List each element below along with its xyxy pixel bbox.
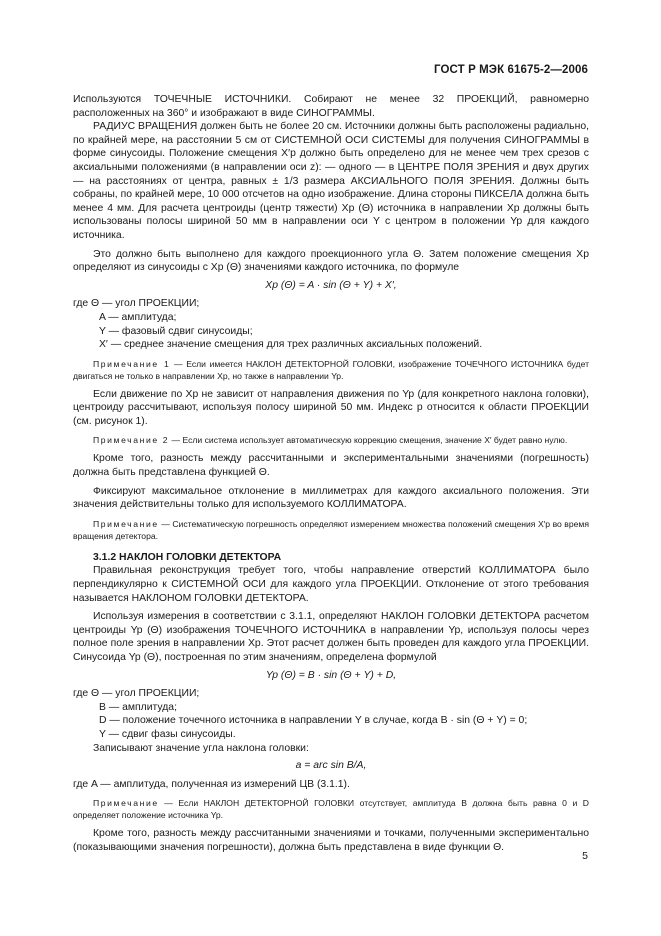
note-label: Примечание 1 <box>93 358 171 369</box>
paragraph-head-tilt: Используя измерения в соответствии с 3.1.1, определяют НАКЛОН ГОЛОВКИ ДЕТЕКТОРА расчетом центроиды Yp (Θ) изображения ТОЧЕЧНОГО ИСТОЧНИКА в направлении Yp, используя полосы через полное поле зрения в направлении Xp. Этот расчет должен быть проведен для каждого угла ПРОЕКЦИИ. Синусоида Yp (Θ), построенная по этим значениям, определена формулой <box>73 611 589 663</box>
paragraph-rotation-radius: РАДИУС ВРАЩЕНИЯ должен быть не более 20 см. Источники должны быть расположены радиально, по крайней мере, на расстоянии 5 см от СИСТЕМНОЙ ОСИ СИСТЕМЫ для получения СИНОГРАММЫ в форме синусоиды. Положение смещения X′p должно быть определено для не менее чем трех срезов с аксиальными положениями (в направлении оси z): — одного — в ЦЕНТРЕ ПОЛЯ ЗРЕНИЯ и двух других — на расстояниях от центра, равных ± 1/3 размера АКСИАЛЬНОГО ПОЛЯ ЗРЕНИЯ. Должны быть собраны, по крайней мере, 10 000 отсчетов на одно изображение. Длина стороны ПИКСЕЛА должна быть менее 4 мм. Для расчета центроиды (центр тяжести) Xp (Θ) источника в направлении Xp должны быть использованы полосы шириной 50 мм в направлении оси Y с центром в положении Yp для каждого источника. <box>73 121 589 241</box>
note-label: Примечание 2 <box>93 435 170 446</box>
note-1 <box>73 358 589 382</box>
legend-formula-2 <box>73 687 589 741</box>
note-text: — Если система использует автоматическую коррекцию смещения, значение X′ будет равно нулю. <box>169 435 568 446</box>
paragraph-max-deviation: Фиксируют максимальное отклонение в миллиметрах для каждого аксиального положения. Эти значения действительны только для используемого КОЛЛИМАТОРА. <box>73 485 589 511</box>
document-id-header: ГОСТ Р МЭК 61675-2—2006 <box>434 64 588 76</box>
legend-item: где Θ — угол ПРОЕКЦИИ; <box>73 688 200 700</box>
legend-item: Y — сдвиг фазы синусоиды. <box>99 728 236 740</box>
paragraph-reconstruction: Правильная реконструкция требует того, чтобы направление отверстий КОЛЛИМАТОРА было перпендикулярно к СИСТЕМНОЙ ОСИ для каждого угла ПРОЕКЦИИ. Отклонение от этого требования называется НАКЛОНОМ ГОЛОВКИ ДЕТЕКТОРА. <box>73 565 589 604</box>
formula-yp: Yp (Θ) = B · sin (Θ + Y) + D, <box>265 669 397 681</box>
legend-item: Y — фазовый сдвиг синусоиды; <box>99 325 253 337</box>
legend-formula-1 <box>73 297 589 351</box>
note-4 <box>73 797 589 821</box>
paragraph-error-plot: Кроме того, разность между рассчитанными значениями и точками, полученными экспериментально (показывающими значения погрешности), должна быть представлена в виде функции Θ. <box>73 828 589 853</box>
paragraph-centroid: Если движение по Xp не зависит от направления движения по Yp (для конкретного наклона головки), центроиду рассчитывают, используя полосу шириной 50 мм. Индекс p относится к области ПРОЕКЦИИ (см. рисунок 1). <box>73 388 589 427</box>
formula-xp: Xp (Θ) = A · sin (Θ + Y) + X′, <box>265 279 397 291</box>
section-heading: 3.1.2 НАКЛОН ГОЛОВКИ ДЕТЕКТОРА <box>93 551 282 563</box>
paragraph-projection-angle: Это должно быть выполнено для каждого проекционного угла Θ. Затем положение смещения Xp определяют из синусоиды с Xp (Θ) значениями каждого источника, по формуле <box>73 248 589 274</box>
paragraph-record-angle: Записывают значение угла наклона головки: <box>93 742 309 754</box>
note-text: — Если имеется НАКЛОН ДЕТЕКТОРНОЙ ГОЛОВКИ, изображение ТОЧЕЧНОГО ИСТОЧНИКА будет двигаться не только в направлении Xp, но также в направлении Yp. <box>73 358 590 381</box>
legend-item: X′ — среднее значение смещения для трех различных аксиальных положений. <box>99 339 483 351</box>
note-text: — Если НАКЛОН ДЕТЕКТОРНОЙ ГОЛОВКИ отсутствует, амплитуда B должна быть равна 0 и D определяет положение источника Yp. <box>73 798 589 821</box>
page-body <box>73 93 589 855</box>
legend-item: A — амплитуда; <box>99 311 177 323</box>
page-number: 5 <box>582 850 588 862</box>
paragraph-error-function: Кроме того, разность между рассчитанными и экспериментальными значениями (погрешность) должна быть представлена функцией Θ. <box>73 453 589 479</box>
formula-angle: a = arc sin B/A, <box>295 760 367 772</box>
legend-item: где Θ — угол ПРОЕКЦИИ; <box>73 298 200 310</box>
note-2 <box>73 434 589 446</box>
legend-item: B — амплитуда; <box>99 701 177 713</box>
legend-item: D — положение точечного источника в направлении Y в случае, когда B · sin (Θ + Y) = 0; <box>99 715 528 727</box>
paragraph-amplitude: где A — амплитуда, полученная из измерений ЦВ (3.1.1). <box>73 778 350 790</box>
note-label: Примечание <box>93 798 159 809</box>
note-3 <box>73 518 589 542</box>
note-text: — Систематическую погрешность определяют измерением множества положений смещения X′p во время вращения детектора. <box>73 518 589 541</box>
note-label: Примечание <box>93 518 159 529</box>
paragraph-point-sources: Используются ТОЧЕЧНЫЕ ИСТОЧНИКИ. Собирают не менее 32 ПРОЕКЦИЙ, равномерно расположенных на 360° и изображают в виде СИНОГРАММЫ. <box>73 94 589 119</box>
